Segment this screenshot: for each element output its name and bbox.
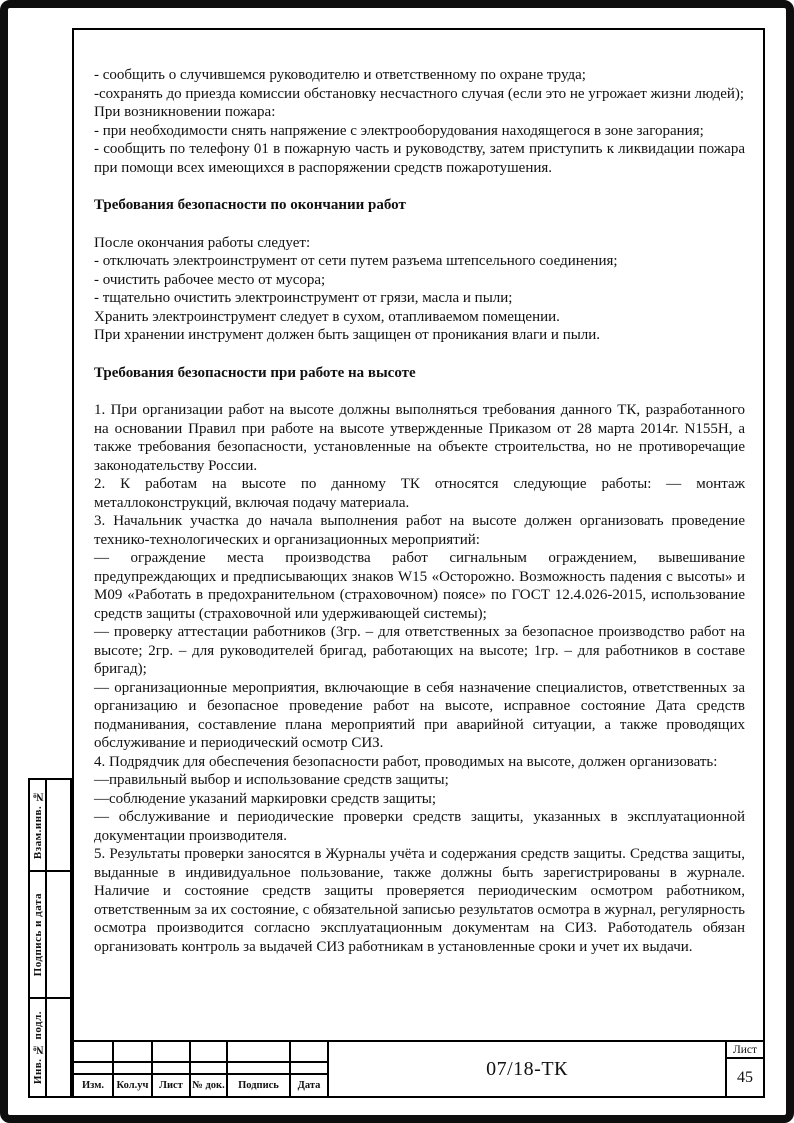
strip-cell-vzam (30, 780, 47, 870)
table-cell (74, 1063, 114, 1073)
col-header-data: Дата (297, 1080, 321, 1091)
paragraph: 4. Подрядчик для обеспечения безопасности работ, проводимых на высоте, должен организовать: (94, 753, 718, 770)
strip-row-vzam (30, 780, 70, 872)
paragraph: Хранить электроинструмент следует в сухом, отапливаемом помещении. (94, 308, 560, 325)
strip-row-inv (30, 999, 70, 1096)
table-cell (228, 1063, 291, 1073)
col-header-ndok: № док. (191, 1075, 228, 1096)
left-margin-strip (28, 778, 72, 1098)
col-header-izm: Изм. (74, 1075, 114, 1096)
paragraph: После окончания работы следует: (94, 234, 311, 251)
paragraph: —соблюдение указаний маркировки средств защиты; (94, 790, 436, 807)
col-header-koluch: Кол.уч (114, 1075, 153, 1096)
paragraph: При возникновении пожара: (94, 104, 276, 120)
strip-empty-cell (47, 872, 70, 997)
table-cell (291, 1042, 327, 1061)
table-cell (153, 1042, 191, 1061)
revision-row-empty (74, 1063, 327, 1075)
strip-empty-cell (47, 780, 70, 870)
paragraph: -сохранять до приезда комиссии обстановку несчастного случая (если это не угрожает жизни людей); (94, 85, 745, 102)
table-cell (191, 1063, 228, 1073)
vzam-inv-label: Взам.инв. № (31, 790, 44, 860)
paragraph: - отключать электроинструмент от сети путем разъема штепсельного соединения; (94, 253, 618, 269)
paragraph: - при необходимости снять напряжение с электрооборудования находящегося в зоне загорания; (94, 122, 704, 139)
paragraph: - очистить рабочее место от мусора; (94, 271, 326, 288)
table-cell (291, 1063, 327, 1073)
sheet-number: 45 (737, 1068, 753, 1086)
paragraph: — ограждение места производства работ сигнальным ограждением, вывешивание предупреждающих и предписывающих знаков W15 «Осторожно. Возможность падения с высоты» и М09 «Работать в предохранительном (страховочном) поясе» по ГОСТ 12.4.026-2015, использование средств защиты (страховочной или удерживающей системы); (94, 550, 745, 622)
table-cell (191, 1042, 228, 1061)
table-cell (153, 1063, 191, 1073)
revision-table (74, 1042, 329, 1096)
paragraph: — организационные мероприятия, включающие в себя назначение специалистов, ответственных за организацию и безопасное проведение работ на высоте, исправное состояние Дата средств подманивания, составление плана мероприятий при аварийной ситуации, а также проводящих обслуживание и периодический осмотр СИЗ. (94, 679, 745, 751)
paragraph: 2. К работам на высоте по данному ТК относятся следующие работы: — монтаж металлоконструкций, включая подачу материала. (94, 476, 745, 511)
revision-row-empty (74, 1042, 327, 1063)
paragraph: — проверку аттестации работников (3гр. – для ответственных за безопасное производство работ на высоте; 2гр. – для руководителей бригад, работающих на высоте; 1гр. – для работников в составе бригад); (94, 624, 745, 677)
doc-code-cell (329, 1042, 725, 1096)
sheet-label: Лист (727, 1042, 763, 1059)
paragraph: - тщательно очистить электроинструмент от грязи, масла и пыли; (94, 290, 513, 306)
paragraph: — обслуживание и периодические проверки средств защиты, указанных в эксплуатационной документации производителя. (94, 809, 745, 844)
page-frame (72, 28, 765, 1098)
title-block (74, 1040, 763, 1096)
table-cell (74, 1042, 114, 1061)
paragraph: При хранении инструмент должен быть защищен от проникания влаги и пыли. (94, 327, 601, 343)
paragraph: 1. При организации работ на высоте должны выполняться требования данного ТК, разработанного на основании Правил при работе на высоте утвержденные Приказом от 28 марта 2014г. N155Н, а также требования безопасности, установленные на объекте строительства, но не противоречащие законодательству России. (94, 402, 745, 474)
strip-row-podpis (30, 872, 70, 999)
paragraph: —правильный выбор и использование средств защиты; (94, 772, 449, 788)
section-heading: Требования безопасности по окончании работ (94, 197, 406, 213)
strip-cell-inv (30, 999, 47, 1096)
table-cell (114, 1063, 153, 1073)
inv-podl-label: Инв. № подл. (31, 1010, 44, 1085)
doc-code: 07/18-ТК (486, 1057, 568, 1080)
document-body (94, 66, 745, 956)
col-header-list: Лист (153, 1075, 191, 1096)
section-heading: Требования безопасности при работе на высоте (94, 364, 416, 381)
strip-cell-podpis (30, 872, 47, 997)
paragraph: - сообщить по телефону 01 в пожарную часть и руководству, затем приступить к ликвидации пожара при помощи всех имеющихся в распоряжении средств пожаротушения. (94, 141, 745, 176)
sheet-box (725, 1042, 763, 1096)
strip-empty-cell (47, 999, 70, 1096)
paragraph: 5. Результаты проверки заносятся в Журналы учёта и содержания средств защиты. Средства защиты, выданные в индивидуальное пользование, также должны быть зарегистрированы в журнале. Наличие и состояние средств защиты проверяется периодическим осмотром работником, ответственным за их состояние, с обязательной записью результатов осмотра в журнал, регулярность осмотра производится согласно эксплуатационным документам на СИЗ. Работодатель обязан организовать контроль за выдачей СИЗ работникам в установленные сроки и учет их выдачи. (94, 846, 745, 955)
paragraph: 3. Начальник участка до начала выполнения работ на высоте должен организовать проведение технико-технологических и организационных мероприятий: (94, 513, 745, 548)
paragraph: - сообщить о случившемся руководителю и ответственному по охране труда; (94, 67, 586, 83)
col-header-podpis: Подпись (228, 1075, 291, 1096)
revision-row-labels (74, 1075, 327, 1096)
podpis-data-label: Подпись и дата (31, 892, 44, 977)
table-cell (228, 1042, 291, 1061)
table-cell (114, 1042, 153, 1061)
